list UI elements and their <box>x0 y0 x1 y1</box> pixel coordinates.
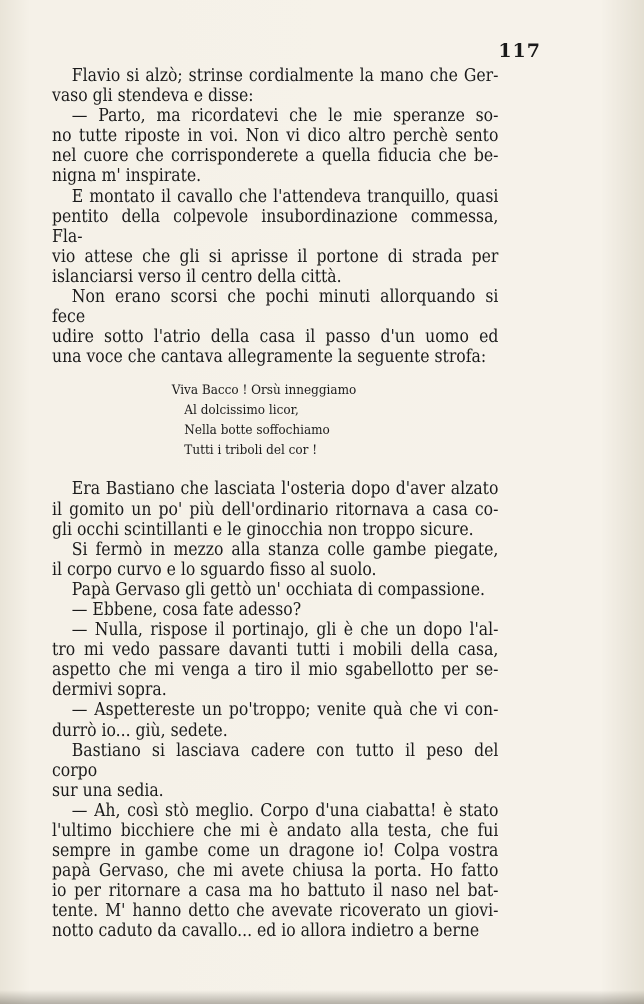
text-line: — Parto, ma ricordatevi che le mie speranze so- <box>71 106 499 127</box>
text-line: vaso gli stendeva e disse: <box>52 86 254 107</box>
text-line: sempre in gambe come un dragone io! Colpa vostra <box>52 841 499 862</box>
text-line: pentito della colpevole insubordinazione commessa, Fla- <box>52 206 499 247</box>
text-line: papà Gervaso, che mi avete chiusa la porta. Ho fatto <box>52 861 499 882</box>
text-line: vio attese che gli si aprisse il portone di strada per <box>52 246 499 267</box>
paragraphs-top <box>52 66 498 367</box>
verse-line: Tutti i triboli del cor ! <box>184 443 318 459</box>
text-line: Bastiano si lasciava cadere con tutto il peso del corpo <box>52 740 499 781</box>
text-line: Non erano scorsi che pochi minuti allorquando si fece <box>52 287 499 328</box>
text-line: il gomito un po' più dell'ordinario ritornava a casa co- <box>52 499 499 520</box>
text-line: durrò io... giù, sedete. <box>52 720 228 741</box>
paragraphs-bottom <box>52 479 498 941</box>
text-line: Si fermò in mezzo alla stanza colle gambe piegate, <box>71 539 499 560</box>
text-line: notto caduto da cavallo... ed io allora indietro a berne <box>52 921 480 942</box>
text-line: nel cuore che corrisponderete a quella fiducia che be- <box>52 146 499 167</box>
body-text <box>52 66 498 942</box>
text-line: Papà Gervaso gli gettò un' occhiata di compassione. <box>71 579 486 600</box>
page-bottom-edge <box>0 990 644 1004</box>
text-line: nigna m' inspirate. <box>52 166 202 187</box>
text-line: dermivi sopra. <box>52 680 167 701</box>
verse-stanza <box>52 381 498 461</box>
text-line: no tutte riposte in voi. Non vi dico altro perchè sento <box>52 126 499 147</box>
text-line: il corpo curvo e lo sguardo fisso al suolo. <box>52 559 377 580</box>
text-line: E montato il cavallo che l'attendeva tranquillo, quasi <box>71 186 499 207</box>
text-line: — Aspettereste un po'troppo; venite quà che vi con- <box>71 700 499 721</box>
text-line: — Ebbene, cosa fate adesso? <box>71 599 302 620</box>
text-line: io per ritornare a casa ma ho battuto il naso nel bat- <box>52 881 499 902</box>
text-line: Flavio si alzò; strinse cordialmente la mano che Ger- <box>71 66 499 86</box>
verse-line: Nella botte soffochiamo <box>184 423 330 439</box>
text-line: tro mi vedo passare davanti tutti i mobili della casa, <box>52 640 499 661</box>
text-line: Era Bastiano che lasciata l'osteria dopo d'aver alzato <box>71 479 499 500</box>
text-line: — Ah, così stò meglio. Corpo d'una ciabatta! è stato <box>71 800 499 821</box>
text-line: sur una sedia. <box>52 780 164 801</box>
text-line: tente. M' hanno detto che avevate ricoverato un giovi- <box>52 901 499 922</box>
text-line: gli occhi scintillanti e le ginocchia non troppo sicure. <box>52 519 474 540</box>
verse-line: Viva Bacco ! Orsù inneggiamo <box>171 383 357 399</box>
text-line: islanciarsi verso il centro della città. <box>52 266 342 287</box>
text-line: una voce che cantava allegramente la seguente strofa: <box>52 347 487 368</box>
text-line: — Nulla, rispose il portinajo, gli è che un dopo l'al- <box>71 620 499 641</box>
text-line: aspetto che mi venga a tiro il mio sgabellotto per se- <box>52 660 499 681</box>
text-line: l'ultimo bicchiere che mi è andato alla testa, che fui <box>52 821 499 841</box>
text-line: udire sotto l'atrio della casa il passo d'un uomo ed <box>52 327 499 348</box>
page-number: 117 <box>498 40 541 62</box>
verse-line: Al dolcissimo licor, <box>184 403 299 419</box>
